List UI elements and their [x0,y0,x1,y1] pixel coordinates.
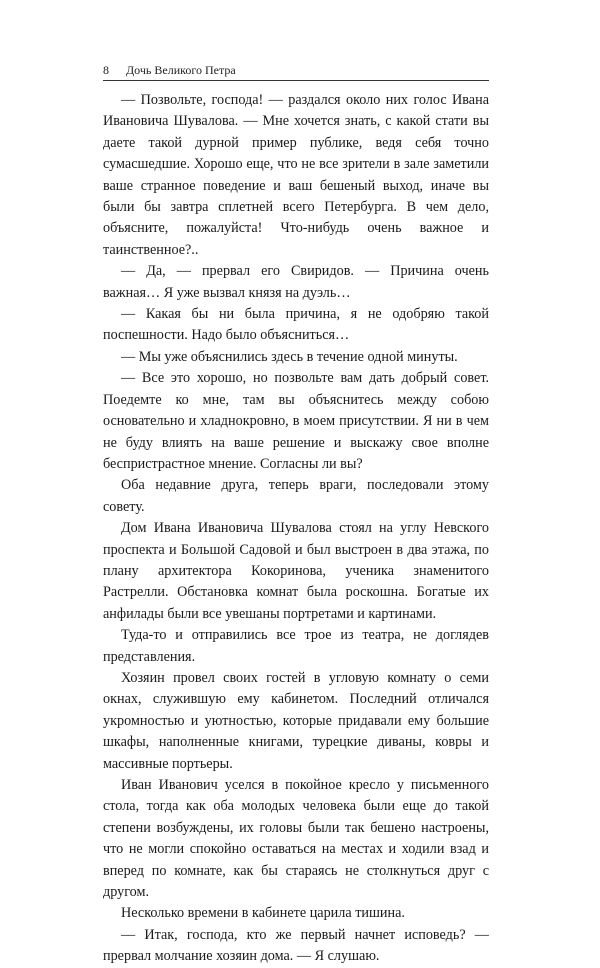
paragraph: — Да, — прервал его Свиридов. — Причина очень важная… Я уже вызвал князя на дуэль… [103,263,489,301]
paragraph: Дом Ивана Ивановича Шувалова стоял на углу Невского проспекта и Большой Садовой и был выстроен в два этажа, по плану архитектора Кокоринова, ученика знаменитого Растрелли. Обстановка комнат была роскошна. Богатые их анфилады были все увешаны портретами и картинами. [103,520,489,622]
header-divider [103,80,489,81]
running-head [103,62,489,78]
paragraph: Оба недавние друга, теперь враги, последовали этому совету. [103,477,489,515]
paragraph: — Позвольте, господа! — раздался около них голос Ивана Ивановича Шувалова. — Мне хочется знать, с какой стати вы даете такой дурной пример публике, ведя себя точно сумасшедшие. Хорошо еще, что не все зрители в зале заметили ваше странное поведение и ваш бешеный выход, иначе вы были бы завтра сплетней всего Петербурга. В чем дело, объясните, пожалуйста! Что-нибудь очень важное и таинственное?.. [103,92,489,258]
paragraph: — Все это хорошо, но позвольте вам дать добрый совет. Поедемте ко мне, там вы объяснитесь между собою основательно и хладнокровно, в моем присутствии. Я ни в чем не буду влиять на ваше решение и выскажу свое вполне беспристрастное мнение. Согласны ли вы? [103,370,489,472]
paragraph: — Какая бы ни была причина, я не одобряю такой поспешности. Надо было объясниться… [103,306,489,344]
page-number: 8 [103,63,109,77]
paragraph: Иван Иванович уселся в покойное кресло у письменного стола, тогда как оба молодых человека были еще до такой степени возбуждены, их головы были так бешено настроены, что не могли спокойно оставаться на местах и ходили взад и вперед по комнате, как бы стараясь не столкнуться друг с другом. [103,777,489,901]
paragraph: Туда-то и отправились все трое из театра, не доглядев представления. [103,627,489,665]
body-text [103,90,489,968]
paragraph: — Мы уже объяснились здесь в течение одной минуты. [121,348,458,365]
paragraph: Несколько времени в кабинете царила тишина. [121,905,405,922]
paragraph: Хозяин провел своих гостей в угловую комнату о семи окнах, служившую ему кабинетом. Последний отличался укромностью и уютностью, которые придавали ему большие шкафы, наполненные книгами, турецкие диваны, ковры и массивные портьеры. [103,669,489,772]
paragraph: — Итак, господа, кто же первый начнет исповедь? — прервал молчание хозяин дома. — Я слушаю. [103,926,489,965]
book-title: Дочь Великого Петра [126,63,236,77]
